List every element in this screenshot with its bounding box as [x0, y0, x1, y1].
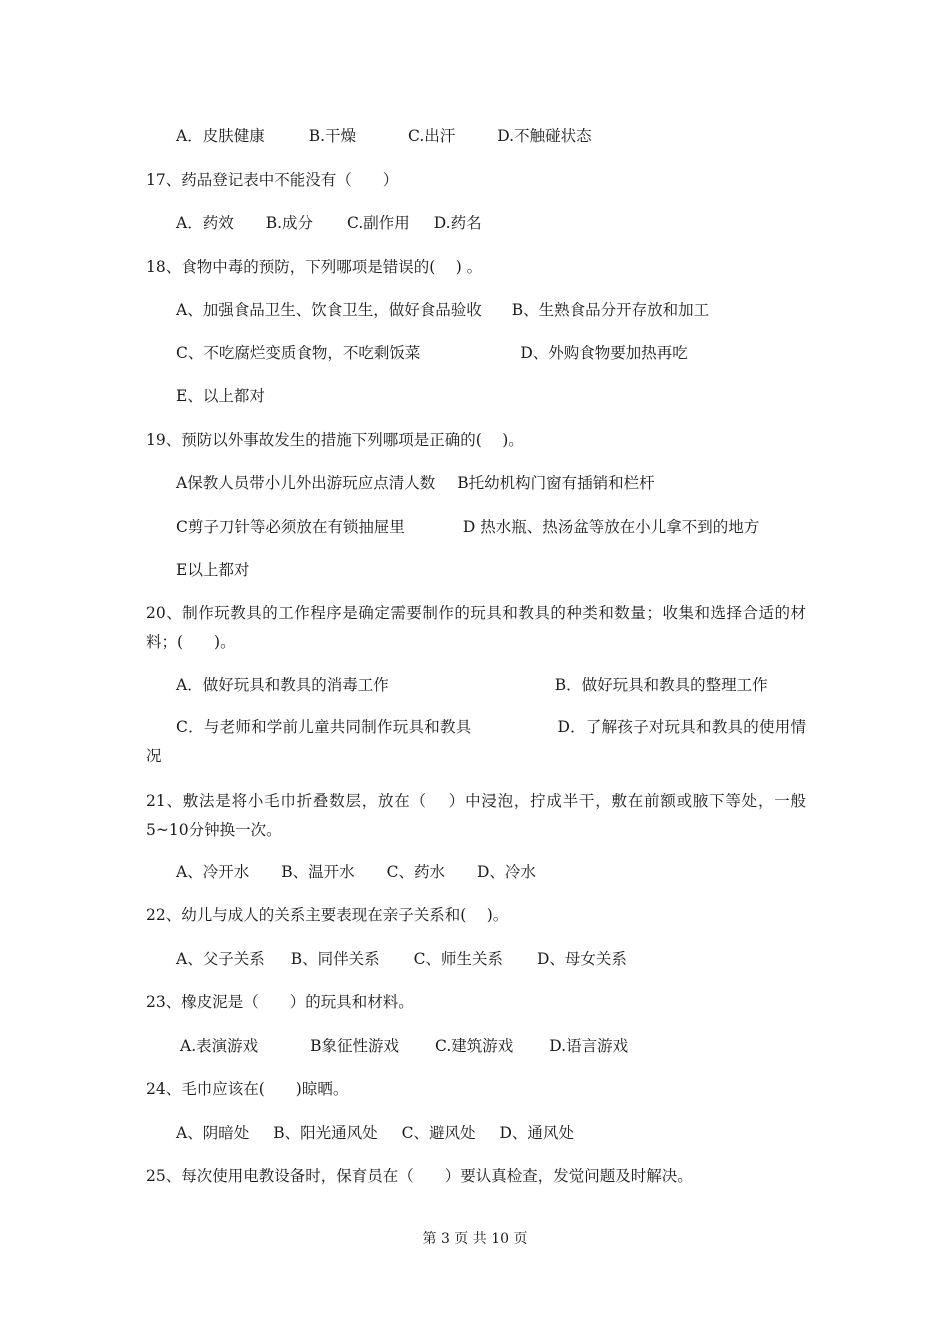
option: B、阳光通风处: [273, 1124, 378, 1142]
question-22: 22、幼儿与成人的关系主要表现在亲子关系和( )。: [146, 906, 509, 924]
option: D、冷水: [476, 863, 536, 881]
options-q19-row2: [176, 517, 759, 537]
question-17: 17、药品登记表中不能没有（ ）: [146, 171, 399, 189]
option: B.干燥: [308, 127, 357, 145]
option: C、不吃腐烂变质食物，不吃剩饭菜: [176, 344, 421, 362]
option: D、外购食物要加热再吃: [520, 344, 688, 362]
options-q20-row1: [176, 675, 768, 695]
option: C、师生关系: [413, 950, 503, 968]
option: B、温开水: [281, 863, 355, 881]
question-24: 24、毛巾应该在( )晾晒。: [146, 1080, 349, 1098]
options-q16: [176, 126, 592, 146]
option: A.表演游戏: [180, 1037, 259, 1055]
option: A．药效: [176, 214, 234, 232]
option: E、以上都对: [176, 387, 265, 405]
option: A、阴暗处: [176, 1124, 250, 1142]
option: A、冷开水: [176, 863, 250, 881]
options-q17: [176, 213, 482, 233]
option: C、避风处: [401, 1124, 476, 1142]
option: D.不触碰状态: [497, 127, 592, 145]
options-q18-row2: [176, 343, 688, 363]
option: B.成分: [265, 214, 314, 232]
options-q22: [176, 949, 627, 969]
option: C.建筑游戏: [435, 1037, 514, 1055]
options-q18-row1: [176, 300, 709, 320]
question-21: 21、敷法是将小毛巾折叠数层，放在（ ）中浸泡，拧成半干，敷在前额或腋下等处，一般5~10分钟换一次。: [146, 792, 806, 839]
option: D 热水瓶、热汤盆等放在小儿拿不到的地方: [462, 518, 760, 536]
option: B托幼机构门窗有插销和栏杆: [457, 474, 655, 492]
option: D、通风处: [499, 1124, 574, 1142]
option: C.出汗: [408, 127, 456, 145]
option: C．与老师和学前儿童共同制作玩具和教具: [176, 718, 472, 736]
options-q24: [176, 1123, 574, 1143]
option: E以上都对: [176, 561, 250, 579]
option: A保教人员带小儿外出游玩应点清人数: [176, 474, 436, 492]
option: D.语言游戏: [549, 1037, 629, 1055]
option: C、药水: [386, 863, 445, 881]
question-18: 18、食物中毒的预防，下列哪项是错误的( ) 。: [146, 258, 483, 276]
option: A．做好玩具和教具的消毒工作: [176, 676, 389, 694]
question-25: 25、每次使用电教设备时，保育员在（ ）要认真检查，发觉问题及时解决。: [146, 1167, 693, 1185]
option: C剪子刀针等必须放在有锁抽屉里: [176, 518, 405, 536]
question-23: 23、橡皮泥是（ ）的玩具和材料。: [146, 993, 414, 1011]
option: D、母女关系: [536, 950, 627, 968]
option: A、父子关系: [176, 950, 265, 968]
option: D．了解孩子对玩具和教具的使用情况: [146, 718, 806, 765]
options-q21: [176, 862, 536, 882]
option: C.副作用: [347, 214, 410, 232]
question-19: 19、预防以外事故发生的措施下列哪项是正确的( )。: [146, 431, 524, 449]
question-20: 20、制作玩教具的工作程序是确定需要制作的玩具和教具的种类和数量；收集和选择合适的材料；( )。: [146, 604, 806, 651]
options-q19-row1: [176, 473, 655, 493]
option: B、同伴关系: [290, 950, 380, 968]
page-footer: 第 3 页 共 10 页: [422, 1231, 528, 1247]
option: D.药名: [433, 214, 482, 232]
option: B象征性游戏: [310, 1037, 400, 1055]
options-q20-row2: [146, 713, 806, 771]
options-q23: [180, 1036, 628, 1056]
option: B．做好玩具和教具的整理工作: [554, 676, 768, 694]
option: B、生熟食品分开存放和加工: [511, 301, 710, 319]
options-q19-row3: [176, 560, 249, 580]
option: A．皮肤健康: [176, 127, 265, 145]
options-q18-row3: [176, 386, 265, 406]
option: A、加强食品卫生、饮食卫生，做好食品验收: [176, 301, 482, 319]
